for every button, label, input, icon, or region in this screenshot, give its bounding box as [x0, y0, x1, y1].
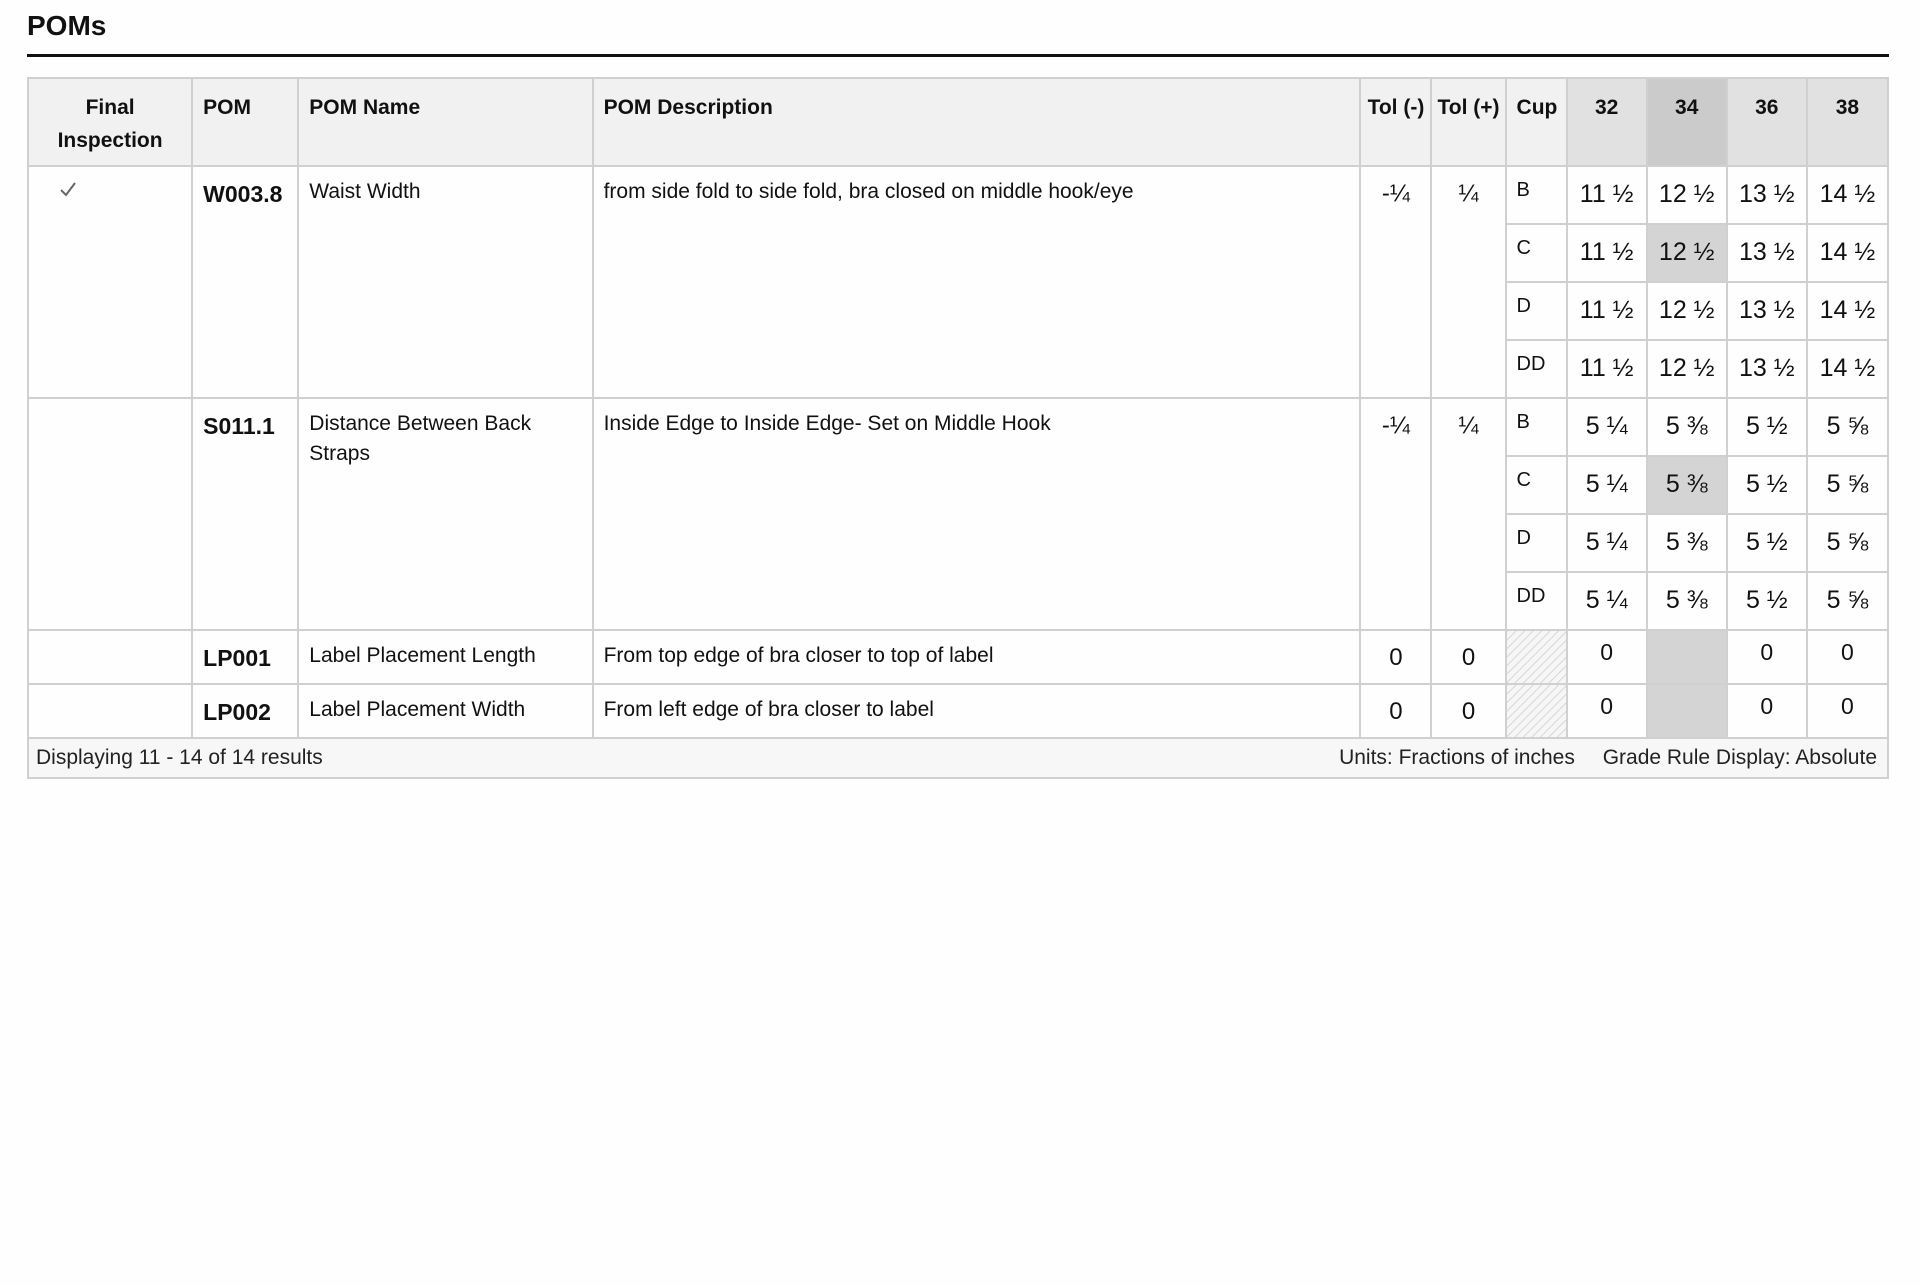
tol-plus: 0	[1431, 630, 1505, 684]
pom-name: Waist Width	[298, 166, 592, 398]
size-value[interactable]: 0	[1807, 684, 1887, 738]
size-value[interactable]: 5 ¼	[1567, 572, 1647, 630]
header-pom-name[interactable]: POM Name	[298, 79, 592, 166]
size-value[interactable]: 0	[1567, 630, 1647, 684]
size-value[interactable]: 13 ½	[1727, 166, 1807, 224]
pom-name: Label Placement Width	[298, 684, 592, 738]
final-inspection-cell[interactable]	[29, 166, 192, 398]
pom-description: From top edge of bra closer to top of label	[593, 630, 1361, 684]
footer-settings	[1317, 746, 1877, 770]
size-value[interactable]: 14 ½	[1807, 340, 1887, 398]
header-pom[interactable]: POM	[192, 79, 298, 166]
size-value[interactable]: 0	[1807, 630, 1887, 684]
tol-minus: -¼	[1360, 166, 1431, 398]
final-inspection-cell[interactable]	[29, 684, 192, 738]
cup-empty-cell	[1506, 630, 1567, 684]
size-value[interactable]: 5 ½	[1727, 514, 1807, 572]
table-row[interactable]	[29, 166, 1887, 224]
pom-description: from side fold to side fold, bra closed on middle hook/eye	[593, 166, 1361, 398]
size-value[interactable]: 5 ¼	[1567, 398, 1647, 456]
size-value[interactable]: 5 ½	[1727, 398, 1807, 456]
size-value[interactable]: 13 ½	[1727, 340, 1807, 398]
size-value[interactable]: 13 ½	[1727, 224, 1807, 282]
pom-code: LP001	[192, 630, 298, 684]
header-size-36[interactable]: 36	[1727, 79, 1807, 166]
pom-code: W003.8	[192, 166, 298, 398]
final-inspection-cell[interactable]	[29, 398, 192, 630]
size-value[interactable]: 5 ⅝	[1807, 456, 1887, 514]
size-value-selected[interactable]: 12 ½	[1647, 224, 1727, 282]
size-value[interactable]: 11 ½	[1567, 166, 1647, 224]
poms-table	[29, 79, 1887, 739]
title-divider	[27, 54, 1889, 57]
header-size-32[interactable]: 32	[1567, 79, 1647, 166]
final-inspection-cell[interactable]	[29, 630, 192, 684]
header-pom-description[interactable]: POM Description	[593, 79, 1361, 166]
table-footer	[29, 739, 1887, 777]
size-value[interactable]: 12 ½	[1647, 166, 1727, 224]
poms-table-container	[27, 77, 1889, 779]
pom-code: S011.1	[192, 398, 298, 630]
size-value[interactable]: 14 ½	[1807, 166, 1887, 224]
cup-label: DD	[1506, 340, 1567, 398]
units-label: Units: Fractions of inches	[1339, 746, 1575, 769]
table-row[interactable]	[29, 398, 1887, 456]
table-row[interactable]	[29, 684, 1887, 738]
tol-plus: ¼	[1431, 398, 1505, 630]
size-value[interactable]: 5 ½	[1727, 572, 1807, 630]
tol-minus: -¼	[1360, 398, 1431, 630]
table-header-row	[29, 79, 1887, 166]
cup-label: B	[1506, 166, 1567, 224]
table-row[interactable]	[29, 630, 1887, 684]
size-value-selected[interactable]	[1647, 630, 1727, 684]
pom-description: Inside Edge to Inside Edge- Set on Middle Hook	[593, 398, 1361, 630]
size-value[interactable]: 12 ½	[1647, 340, 1727, 398]
cup-label: B	[1506, 398, 1567, 456]
size-value[interactable]: 5 ⅜	[1647, 514, 1727, 572]
cup-label: D	[1506, 514, 1567, 572]
size-value-selected[interactable]	[1647, 684, 1727, 738]
size-value[interactable]: 5 ⅜	[1647, 572, 1727, 630]
size-value[interactable]: 5 ¼	[1567, 456, 1647, 514]
tol-minus: 0	[1360, 684, 1431, 738]
cup-empty-cell	[1506, 684, 1567, 738]
pom-name: Distance Between Back Straps	[298, 398, 592, 630]
size-value[interactable]: 5 ⅝	[1807, 572, 1887, 630]
header-final-inspection[interactable]: Final Inspection	[29, 79, 192, 166]
tol-plus: ¼	[1431, 166, 1505, 398]
pom-code: LP002	[192, 684, 298, 738]
cup-label: DD	[1506, 572, 1567, 630]
header-cup[interactable]: Cup	[1506, 79, 1567, 166]
page-title: POMs	[27, 10, 107, 41]
size-value[interactable]: 5 ⅜	[1647, 398, 1727, 456]
header-tol-minus[interactable]: Tol (-)	[1360, 79, 1431, 166]
pom-description: From left edge of bra closer to label	[593, 684, 1361, 738]
cup-label: C	[1506, 224, 1567, 282]
size-value[interactable]: 0	[1727, 684, 1807, 738]
size-value[interactable]: 11 ½	[1567, 340, 1647, 398]
cup-label: C	[1506, 456, 1567, 514]
grade-rule-label: Grade Rule Display: Absolute	[1602, 746, 1877, 769]
size-value[interactable]: 5 ⅝	[1807, 514, 1887, 572]
size-value[interactable]: 5 ½	[1727, 456, 1807, 514]
size-value[interactable]: 13 ½	[1727, 282, 1807, 340]
header-size-34[interactable]: 34	[1647, 79, 1727, 166]
tol-plus: 0	[1431, 684, 1505, 738]
size-value[interactable]: 12 ½	[1647, 282, 1727, 340]
size-value[interactable]: 14 ½	[1807, 282, 1887, 340]
size-value[interactable]: 5 ¼	[1567, 514, 1647, 572]
pom-name: Label Placement Length	[298, 630, 592, 684]
size-value[interactable]: 5 ⅝	[1807, 398, 1887, 456]
size-value-selected[interactable]: 5 ⅜	[1647, 456, 1727, 514]
results-count: Displaying 11 - 14 of 14 results	[36, 746, 323, 769]
size-value[interactable]: 11 ½	[1567, 224, 1647, 282]
header-tol-plus[interactable]: Tol (+)	[1431, 79, 1505, 166]
check-icon[interactable]	[59, 180, 77, 198]
size-value[interactable]: 0	[1567, 684, 1647, 738]
cup-label: D	[1506, 282, 1567, 340]
size-value[interactable]: 0	[1727, 630, 1807, 684]
size-value[interactable]: 11 ½	[1567, 282, 1647, 340]
header-size-38[interactable]: 38	[1807, 79, 1887, 166]
size-value[interactable]: 14 ½	[1807, 224, 1887, 282]
tol-minus: 0	[1360, 630, 1431, 684]
